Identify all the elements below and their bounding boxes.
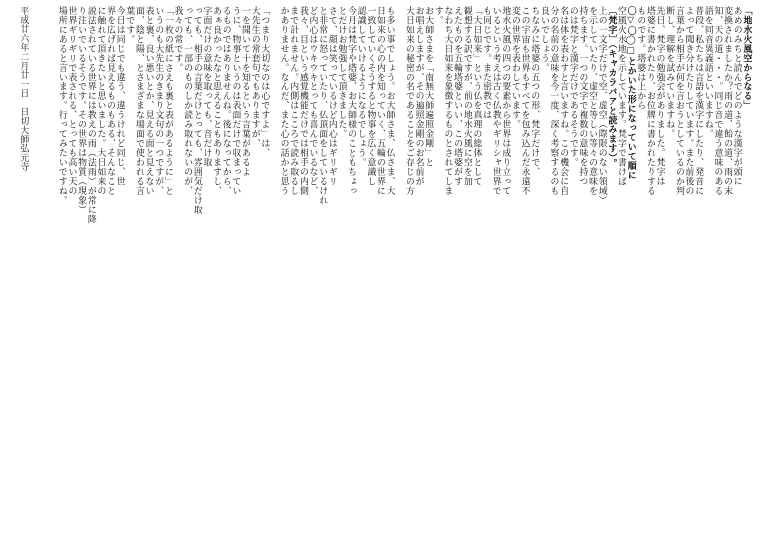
text-column [38, 6, 47, 538]
text-column: 変の世界を表わしています。 [510, 6, 520, 130]
text-column: 地水火風の四つの要素から世界は成り立って [500, 6, 511, 196]
text-column: 語を同音異義語といいますね。 [702, 6, 713, 139]
text-column: も同じです。また密教では [481, 6, 492, 120]
text-column: あめのみちと読んでどのような漢字が頭に [731, 6, 742, 187]
text-column: 今月は梵字や塔婆、お大師様のこともちょっ [346, 6, 357, 196]
text-column: も多い事でしょう。お大師さま、仏さま、大 [384, 6, 395, 196]
text-column: 大日如来の秘密の名であることをご存じの方 [403, 6, 414, 196]
text-column: 「一枚の紙にさえも裏と表があるように」と [162, 6, 173, 196]
text-column: に触れて頂きたいと思いました。大日如来の [95, 6, 106, 196]
text-column: 大先生の常套句でもありますが、 [249, 6, 260, 149]
text-column: っても、相手の言葉だけとっても、雰囲気だけ取 [191, 6, 202, 215]
text-column: ちなみに塔婆の五つの形、梵字だけで、 [529, 6, 540, 177]
text-column: 面、陰と陽、とさまざまな場面で使われる言 [134, 6, 144, 196]
text-column: ものです。塔婆は上から [635, 6, 646, 111]
text-column [269, 6, 278, 538]
text-column: 先日、梵字の勉強会がありました。梵字は [654, 6, 665, 187]
text-column [395, 6, 404, 538]
text-column: 字面だけの意味を取っても、音だけ取 [201, 6, 212, 168]
text-column: お大師さまを「南無大師遍照金剛」と [423, 6, 434, 168]
text-column: っても、一部のものしか読み取れないのが、 [182, 6, 193, 196]
text-column: この宇宙も世界もすべてを包み込んだ永遠不 [519, 6, 530, 196]
text-column: 一致していくそうすると物事を広く意識し [365, 6, 376, 187]
text-column: えたものを五輪塔婆といい、この塔婆がす [452, 6, 463, 187]
text-column: と非常に怒っていたり、仏頂面をしているけれ [317, 6, 328, 206]
text-column: ど内心はウキウキとっても喜んでいるなど、 [307, 6, 318, 196]
text-column: 認識していけるようになるでしょう。 [355, 6, 366, 168]
date-and-temple-signature: 平成廿六年二月廿一日 日切大師弘元寺 [18, 6, 29, 172]
text-column: 我々の常です。 [172, 6, 183, 73]
text-column: 塔婆に書かれたり、お位牌に書かれたりする [644, 6, 655, 196]
text-column: かありません。なんだ、また心の話かと思う [278, 6, 289, 196]
text-column: のは梵字と漢字だけであるそうです。 [567, 6, 578, 168]
text-column [28, 6, 37, 538]
article-title: 「地水火風空からなる」 [741, 6, 752, 111]
text-column: 世界ギリギリで表される、とっても高い天の [66, 6, 77, 196]
text-column: 界を広げれば見えるものもある、そんなこと [105, 6, 116, 196]
text-column: 名は体を表わすと言いますね。この機会に自 [558, 6, 569, 196]
text-column: 普段、私たちは言語を漢字にしたり、発音に [693, 6, 704, 196]
text-column: 説法されている世界には教えの雨（法雨）が常に降 [85, 6, 96, 225]
text-column: まで計れません。内側はこころで読み取るし [288, 6, 299, 196]
text-column: お唱えしますが、その遍照金剛のお名前が [413, 6, 424, 187]
text-column: 今日は同じでも違う、違うけれど同じ、世 [114, 6, 125, 187]
text-column: 一を聞いて十を知るという言葉があるよ [240, 6, 250, 177]
text-column: 変換されましたか？雨の道、飴の道、雨の末 [722, 6, 733, 196]
text-column: 観想する訳ですが、前の地水火風に空を加 [461, 6, 472, 187]
text-column: 葉です。 [124, 6, 135, 44]
text-column: 断し、理解を試みていますね。 [664, 6, 675, 139]
text-column: 分の名前の意味を今一度、深く考察するのも [548, 6, 559, 196]
text-column: す。 [432, 6, 443, 25]
text-column [9, 6, 18, 538]
text-column: さて、顔は笑っているけど内心はギリギリ [326, 6, 337, 187]
sanskrit-characters-line: 〔梵字〕（キャカラバアと読みます）。 [606, 6, 617, 168]
text-column: いるという考えは古く仏教やギリシャ世界で [490, 6, 501, 196]
text-column: 場所にあると言います。行ってみたいですね。 [56, 6, 67, 206]
text-column [751, 6, 760, 538]
text-column: るものではありませんね。後になってから、 [220, 6, 231, 196]
text-column: なわち大日如来を象徴するものとされてしま [442, 6, 453, 196]
text-column: 「つまり大切なのは心ですよ」は、 [259, 6, 270, 158]
text-column: うに、物事というのは表面だけで収まってい [230, 6, 241, 196]
text-column: 知、天の道・・・。同じ音で違う意味のある [712, 6, 723, 196]
text-column: 「大日如来」という仏を真理の総体として [471, 6, 482, 187]
text-column: いうのも大先生のきまり文句の一つですが、 [153, 6, 164, 196]
text-column: 我々、目という感覚機能だけでは相手の内側 [297, 6, 308, 196]
text-column: 良いでしょう。 [538, 6, 549, 73]
text-column: 言葉から相手が何を言おうとしているのか判 [673, 6, 684, 196]
text-column: 上の一文字だけで空、虚空（際限のない領域） [596, 6, 607, 206]
text-column: り注いでいるそうです。その世界は物質（現象） [76, 6, 87, 215]
stupa-symbols-line: 〇▽〇◯□とかいた形になっていて順に [625, 6, 636, 181]
text-column: を示していたり、虚空と等しい等々の意味を [587, 6, 598, 196]
text-column: 空風火水地を示しています。梵字で書けば [616, 6, 626, 187]
text-column: あぁ良かったなと思えることもありますし、 [211, 6, 222, 196]
text-column: 持ちます。一つの文字で複数の意味を持つ [577, 6, 588, 187]
text-column: 日如来の心の内を知っていく、五輪の世界に [375, 6, 385, 196]
text-column: 表と裏、良い悪いとか、見える面と見えない [143, 6, 154, 196]
text-column: よって聞き分けたりしています。また前後の [683, 6, 694, 196]
text-column [48, 6, 57, 538]
text-column: とだけお勉強して頂きました。 [336, 6, 347, 139]
